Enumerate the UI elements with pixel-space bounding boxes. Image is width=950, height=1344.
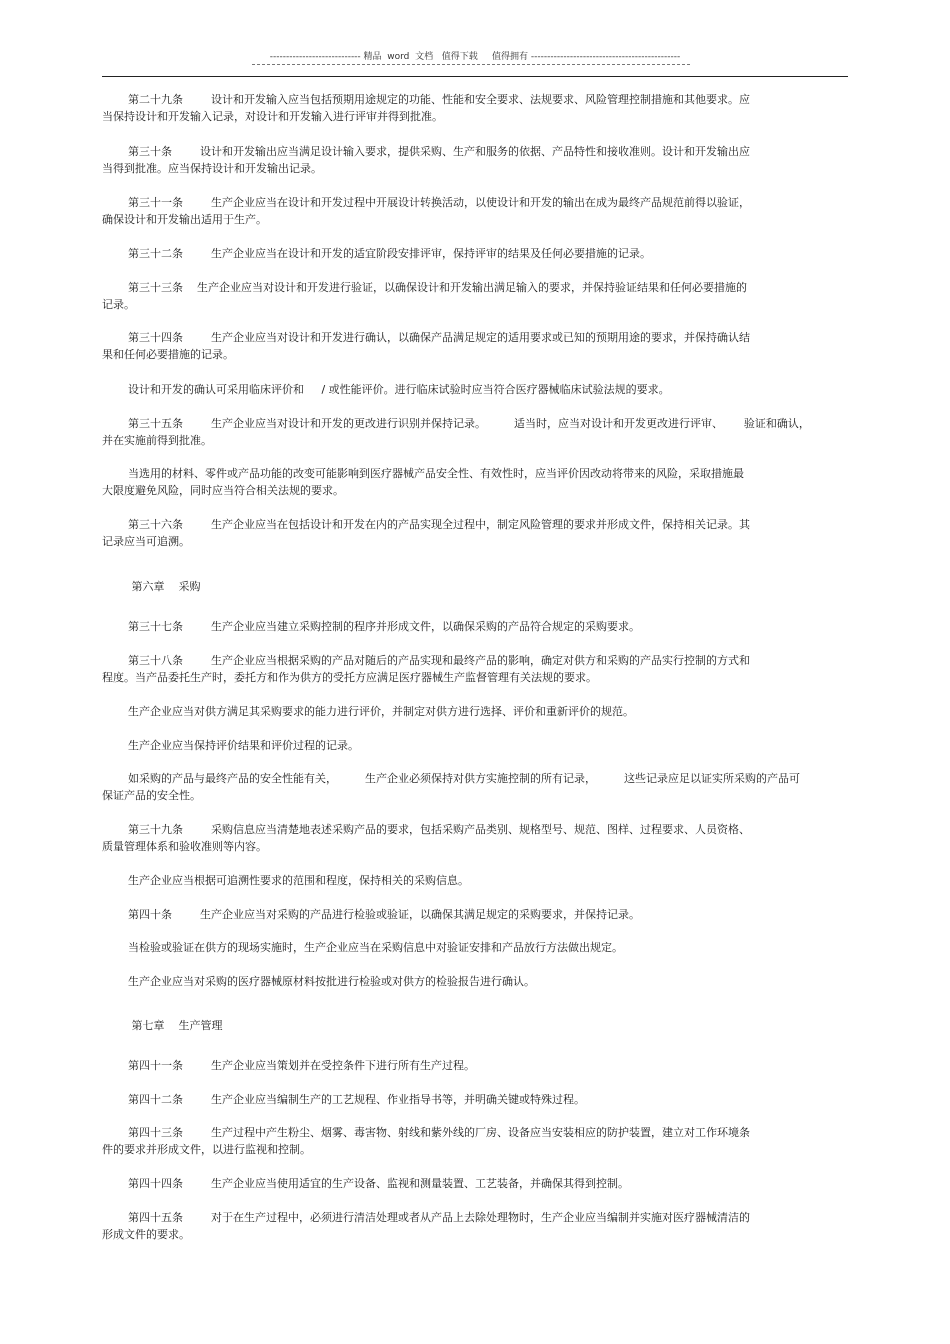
article-39	[102, 821, 848, 855]
text-line: 第四十五条 对于在生产过程中，必须进行清洁处理或者从产品上去除处理物时，生产企业应当编制并实施对医疗器械清洁的	[128, 1211, 750, 1224]
chapter-heading	[102, 1017, 848, 1034]
text-line: 当保持设计和开发输入记录，对设计和开发输入进行评审并得到批准。	[102, 110, 443, 123]
article-40	[102, 906, 848, 923]
article-34-note	[102, 381, 848, 398]
text-line: 件的要求并形成文件，以进行监视和控制。	[102, 1143, 311, 1156]
article-30	[102, 143, 848, 177]
text-line: 大限度避免风险，同时应当符合相关法规的要求。	[102, 484, 344, 497]
text-line: 第四十四条 生产企业应当使用适宜的生产设备、监视和测量装置、工艺装备，并确保其得到控制。	[128, 1177, 629, 1190]
text-line: 质量管理体系和验收准则等内容。	[102, 840, 267, 853]
article-38-note-1	[102, 703, 848, 720]
article-43	[102, 1124, 848, 1158]
text-line: 第三十三条 生产企业应当对设计和开发进行验证，以确保设计和开发输出满足输入的要求，并保持验证结果和任何必要措施的	[128, 281, 747, 294]
text-line: 形成文件的要求。	[102, 1228, 190, 1241]
text-line: 第二十九条 设计和开发输入应当包括预期用途规定的功能、性能和安全要求、法规要求、风险管理控制措施和其他要求。应	[128, 93, 750, 106]
text-line: 程度。当产品委托生产时，委托方和作为供方的受托方应满足医疗器械生产监督管理有关法规的要求。	[102, 671, 597, 684]
article-45	[102, 1209, 848, 1243]
text-line: 第四十条 生产企业应当对采购的产品进行检验或验证，以确保其满足规定的采购要求，并保持记录。	[128, 908, 640, 921]
text-line: 确保设计和开发输出适用于生产。	[102, 213, 267, 226]
article-32	[102, 245, 848, 262]
text-line: 第四十三条 生产过程中产生粉尘、烟雾、毒害物、射线和紫外线的厂房、设备应当安装相应的防护装置，建立对工作环境条	[128, 1126, 750, 1139]
text-line: 生产企业应当对供方满足其采购要求的能力进行评价，并制定对供方进行选择、评价和重新评价的规范。	[128, 705, 634, 718]
text-line: 第三十五条 生产企业应当对设计和开发的更改进行识别并保持记录。 适当时，应当对设计和开发更改进行评审、 验证和确认，	[128, 417, 810, 430]
page-header-banner: ---------------------------- 精品 word 文档 值得下载 值得拥有 ----------------------------------------------	[269, 52, 681, 62]
article-37	[102, 618, 848, 635]
article-41	[102, 1057, 848, 1074]
text-line: 第三十四条 生产企业应当对设计和开发进行确认，以确保产品满足规定的适用要求或已知的预期用途的要求，并保持确认结	[128, 331, 750, 344]
article-39-note	[102, 872, 848, 889]
article-40-note-1	[102, 939, 848, 956]
text-line: 记录。	[102, 298, 135, 311]
article-44	[102, 1175, 848, 1192]
text-line: 第四十二条 生产企业应当编制生产的工艺规程、作业指导书等，并明确关键或特殊过程。	[128, 1093, 585, 1106]
chapter-heading	[102, 578, 848, 595]
article-38-note-3	[102, 770, 848, 804]
article-35	[102, 415, 848, 449]
text-line: 第三十七条 生产企业应当建立采购控制的程序并形成文件，以确保采购的产品符合规定的采购要求。	[128, 620, 640, 633]
text-line: 生产企业应当对采购的医疗器械原材料按批进行检验或对供方的检验报告进行确认。	[128, 975, 535, 988]
text-line: 生产企业应当根据可追溯性要求的范围和程度，保持相关的采购信息。	[128, 874, 469, 887]
article-42	[102, 1091, 848, 1108]
text-line: 第三十二条 生产企业应当在设计和开发的适宜阶段安排评审，保持评审的结果及任何必要措施的记录。	[128, 247, 651, 260]
text-line: 当选用的材料、零件或产品功能的改变可能影响到医疗器械产品安全性、有效性时，应当评价因改动将带来的风险，采取措施最	[128, 467, 744, 480]
article-35-note	[102, 465, 848, 499]
text-line: 如采购的产品与最终产品的安全性能有关， 生产企业必须保持对供方实施控制的所有记录， 这些记录应足以证实所采购的产品可	[128, 772, 800, 785]
article-31	[102, 194, 848, 228]
article-29	[102, 91, 848, 125]
text-line: 并在实施前得到批准。	[102, 434, 212, 447]
text-line: 生产企业应当保持评价结果和评价过程的记录。	[128, 739, 359, 752]
text-line: 当得到批准。应当保持设计和开发输出记录。	[102, 162, 322, 175]
text-line: 第三十九条 采购信息应当清楚地表述采购产品的要求，包括采购产品类别、规格型号、规范、图样、过程要求、人员资格、	[128, 823, 750, 836]
text-line: 第三十六条 生产企业应当在包括设计和开发在内的产品实现全过程中，制定风险管理的要求并形成文件，保持相关记录。其	[128, 518, 750, 531]
text-line: 设计和开发的确认可采用临床评价和 / 或性能评价。进行临床试验时应当符合医疗器械临床试验法规的要求。	[128, 383, 670, 396]
header-dashed-divider	[252, 64, 690, 65]
text-line: 第六章 采购	[128, 580, 201, 593]
article-34	[102, 329, 848, 363]
text-line: 第三十条 设计和开发输出应当满足设计输入要求，提供采购、生产和服务的依据、产品特性和接收准则。设计和开发输出应	[128, 145, 750, 158]
text-line: 保证产品的安全性。	[102, 789, 201, 802]
text-line: 当检验或验证在供方的现场实施时，生产企业应当在采购信息中对验证安排和产品放行方法做出规定。	[128, 941, 623, 954]
article-38	[102, 652, 848, 686]
article-33	[102, 279, 848, 313]
text-line: 第三十一条 生产企业应当在设计和开发过程中开展设计转换活动，以使设计和开发的输出在成为最终产品规范前得以验证，	[128, 196, 750, 209]
header-rule	[102, 76, 848, 77]
article-36	[102, 516, 848, 550]
text-line: 第四十一条 生产企业应当策划并在受控条件下进行所有生产过程。	[128, 1059, 475, 1072]
article-38-note-2	[102, 737, 848, 754]
article-40-note-2	[102, 973, 848, 990]
text-line: 第七章 生产管理	[128, 1019, 223, 1032]
text-line: 第三十八条 生产企业应当根据采购的产品对随后的产品实现和最终产品的影响，确定对供方和采购的产品实行控制的方式和	[128, 654, 750, 667]
text-line: 记录应当可追溯。	[102, 535, 190, 548]
text-line: 果和任何必要措施的记录。	[102, 348, 234, 361]
